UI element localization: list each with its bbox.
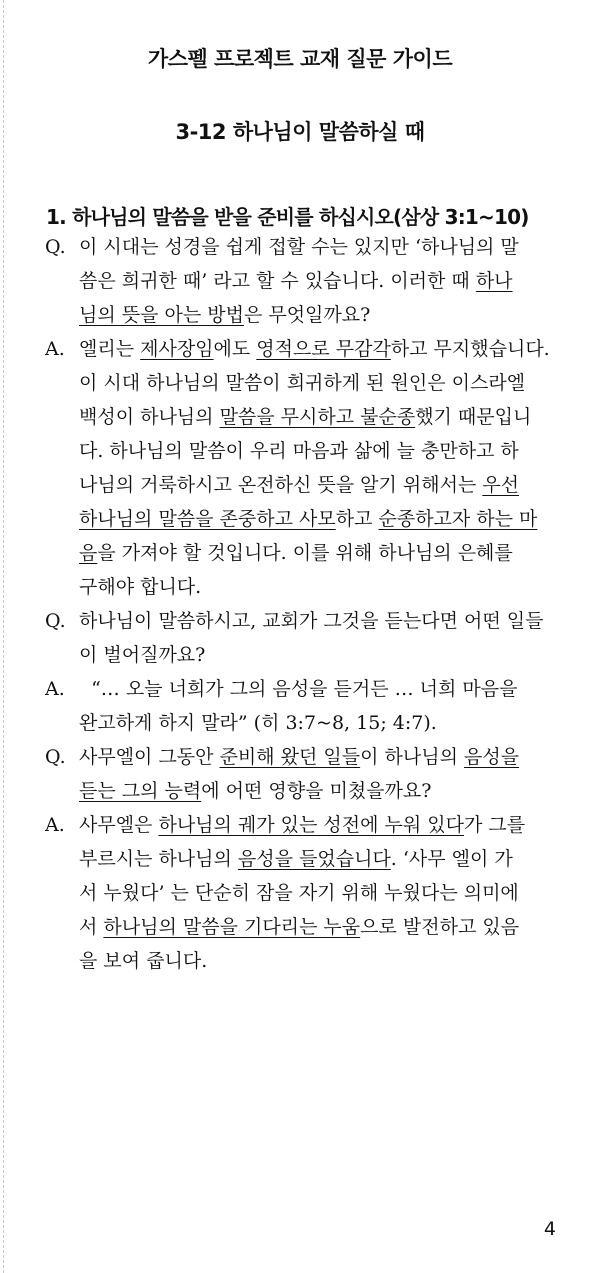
line-text (79, 876, 519, 910)
page-number: 4 (543, 1218, 556, 1240)
line-text (79, 468, 519, 502)
text-segment: 하고 (335, 508, 379, 530)
underlined-phrase: 하나님의 말씀을 존중하고 사모 (79, 508, 336, 530)
line-text (79, 638, 205, 672)
line-text (79, 774, 431, 808)
text-segment: 은 무엇일까요? (243, 304, 371, 326)
line-text (79, 230, 519, 264)
line-text (79, 536, 513, 570)
text-segment: 으로 발전하고 있음 (360, 916, 520, 938)
underlined-phrase: 하나 (475, 270, 513, 292)
text-segment: 씀은 희귀한 때’ 라고 할 수 있습니다. 이러한 때 (79, 270, 476, 292)
line-text (79, 570, 201, 604)
line-text (79, 740, 519, 774)
text-segment: 을 보여 줍니다. (79, 950, 208, 972)
underlined-phrase: 말씀을 무시하고 불순종 (219, 406, 416, 428)
text-segment: 했기 때문입니 (415, 406, 532, 428)
text-segment: 하고 무지했습니다. (390, 338, 550, 360)
line-text (79, 298, 370, 332)
text-segment: 이 시대는 성경을 쉽게 접할 수는 있지만 ‘하나님의 말 (79, 236, 519, 258)
underlined-phrase: 님의 뜻을 아는 방법 (79, 304, 244, 326)
text-segment: 부르시는 하나님의 (79, 848, 238, 870)
underlined-phrase: 영적으로 무감각 (256, 338, 391, 360)
question-marker: Q. (45, 746, 66, 768)
line-text (79, 400, 531, 434)
page-edge-line (3, 0, 4, 1273)
text-segment: 완고하게 하지 말라” (히 3:7~8, 15; 4:7). (79, 712, 437, 734)
text-segment: 나님의 거룩하시고 온전하신 뜻을 알기 위해서는 (79, 474, 483, 496)
text-segment: 가 그를 (463, 814, 526, 836)
text-segment: 서 누웠다’ 는 단순히 잠을 자기 위해 누웠다는 의미에 (79, 882, 519, 904)
text-segment: . ‘사무 엘이 가 (390, 848, 513, 870)
line-text (79, 332, 550, 366)
text-segment: 구해야 합니다. (79, 576, 202, 598)
underlined-phrase: 음성을 들었습니다 (237, 848, 391, 870)
underlined-phrase: 듣는 그의 능력 (79, 780, 202, 802)
line-text (79, 842, 513, 876)
answer-marker: A. (45, 338, 65, 360)
text-segment: 에 어떤 영향을 미쳤을까요? (201, 780, 432, 802)
underlined-phrase: 우선 (482, 474, 520, 496)
line-text (79, 910, 519, 944)
text-segment: 서 (79, 916, 104, 938)
text-segment: 엘리는 (79, 338, 141, 360)
underlined-phrase: 하나님의 궤가 있는 성전에 누워 있다 (158, 814, 464, 836)
underlined-phrase: 제사장임 (140, 338, 214, 360)
text-segment: 을 가져야 할 것입니다. 이를 위해 하나님의 은혜를 (97, 542, 513, 564)
answer-marker: A. (45, 814, 65, 836)
answer-marker: A. (45, 678, 65, 700)
text-segment: 이 시대 하나님의 말씀이 희귀하게 된 원인은 이스라엘 (79, 372, 526, 394)
line-text (79, 502, 537, 536)
line-text (79, 366, 525, 400)
text-segment: 하나님이 말씀하시고, 교회가 그것을 듣는다면 어떤 일들 (79, 610, 544, 632)
question-marker: Q. (45, 236, 66, 258)
section-heading: 1. 하나님의 말씀을 받을 준비를 하십시오(삼상 3:1~10) (46, 205, 529, 229)
text-segment: 에도 (213, 338, 257, 360)
line-text (79, 706, 437, 740)
underlined-phrase: 하나님의 말씀을 기다리는 누움 (103, 916, 361, 938)
question-marker: Q. (45, 610, 66, 632)
line-text (79, 264, 513, 298)
line-text (79, 808, 525, 842)
line-text (79, 672, 517, 706)
text-segment: 사무엘이 그동안 (79, 746, 220, 768)
underlined-phrase: 순종하고자 하는 마 (378, 508, 538, 530)
text-segment: 사무엘은 (79, 814, 159, 836)
line-text (79, 604, 543, 638)
text-segment: 이 하나님의 (360, 746, 464, 768)
text-segment: “… 오늘 너희가 그의 음성을 듣거든 … 너희 마음을 (79, 678, 518, 700)
text-segment: 이 벌어질까요? (79, 644, 206, 666)
text-segment: 백성이 하나님의 (79, 406, 220, 428)
underlined-phrase: 준비해 왔던 일들 (219, 746, 361, 768)
document-header-title: 가스펠 프로젝트 교재 질문 가이드 (147, 47, 453, 71)
underlined-phrase: 음 (79, 542, 98, 564)
line-text (79, 944, 207, 978)
text-segment: 다. 하나님의 말씀이 우리 마음과 삶에 늘 충만하고 하 (79, 440, 519, 462)
line-text (79, 434, 519, 468)
underlined-phrase: 음성을 (463, 746, 520, 768)
lesson-title: 3-12 하나님이 말씀하실 때 (175, 120, 425, 144)
